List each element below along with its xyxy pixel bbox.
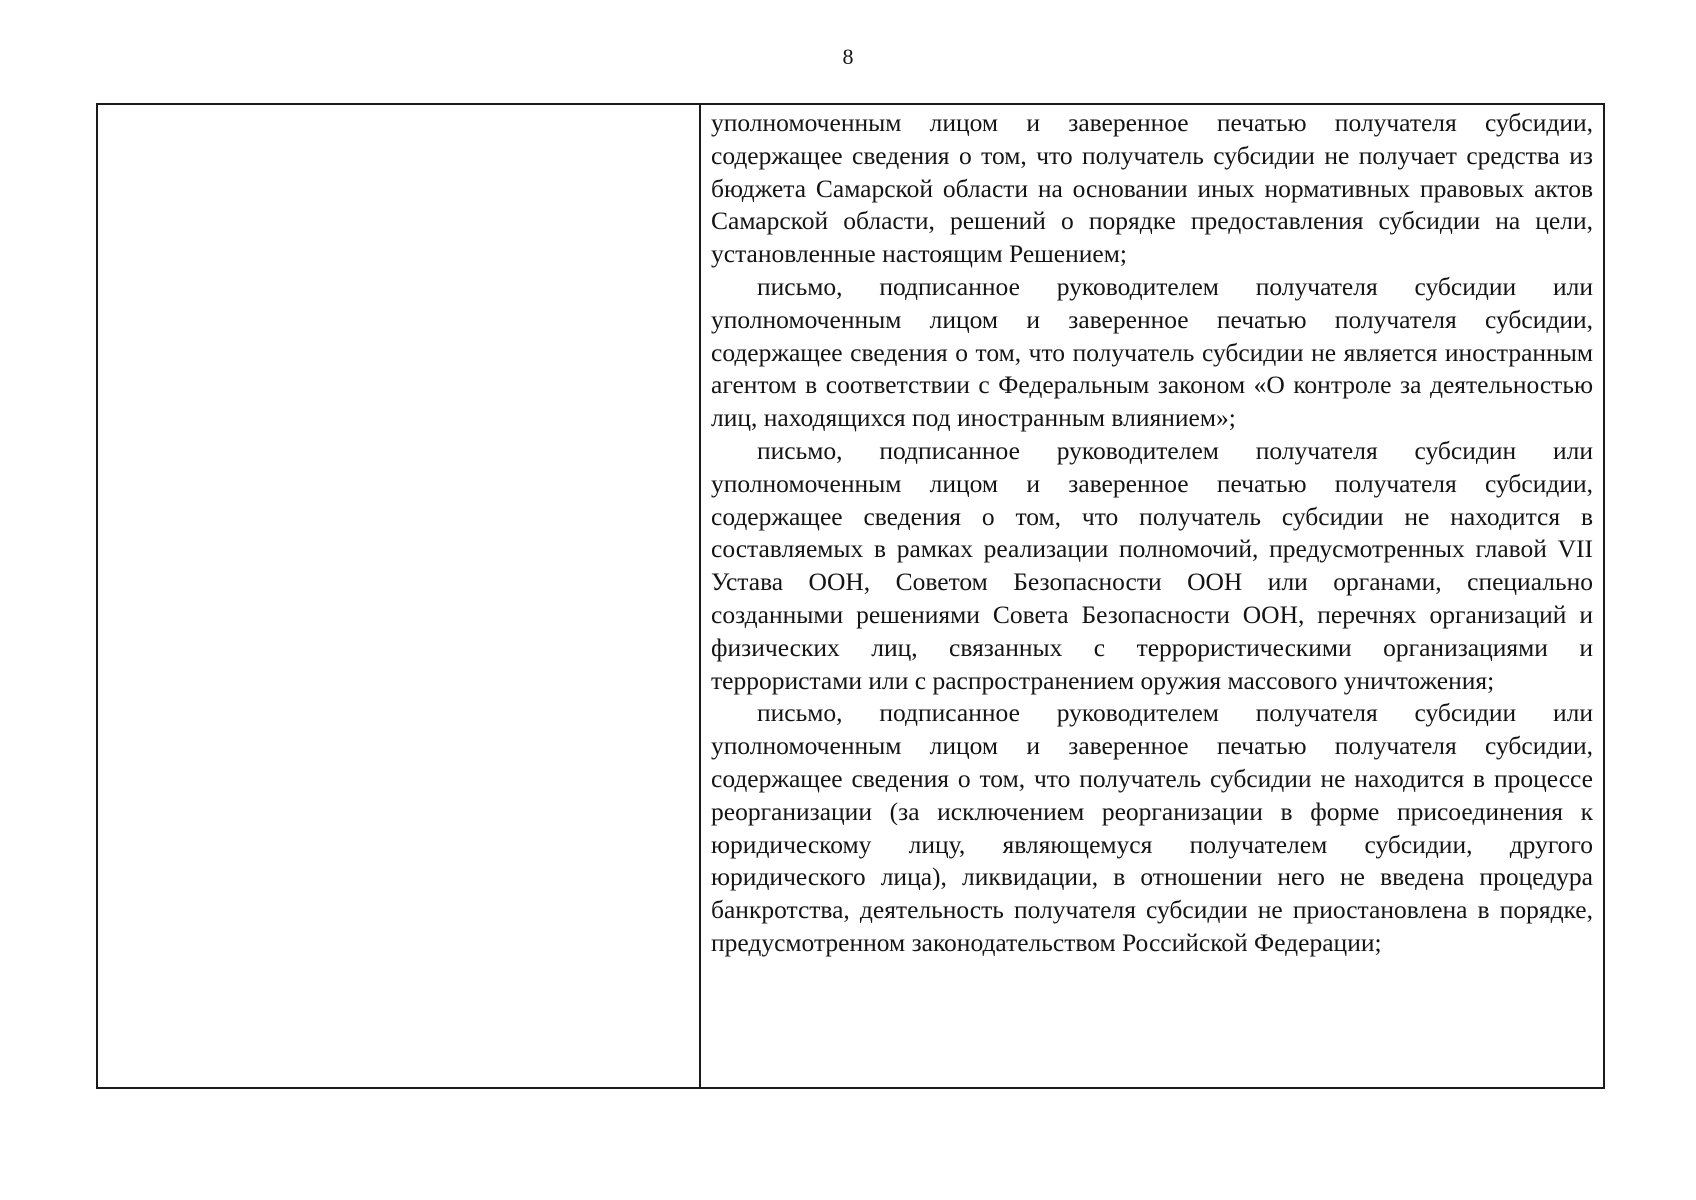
table-cell-right <box>701 105 1603 1087</box>
paragraph-terrorism-list-letter: письмо, подписанное руководителем получателя субсидин или уполномоченным лицом и заверенное печатью получателя субсидии, содержащее сведения о том, что получатель субсидии не находится в составляемых в рамках реализации полномочий, предусмотренных главой VII Устава ООН, Советом Безопасности ООН или органами, специально созданными решениями Совета Безопасности ООН, перечнях организаций и физических лиц, связанных с террористическими организациями и террористами или с распространением оружия массового уничтожения; <box>711 435 1593 695</box>
paragraph-continuation: уполномоченным лицом и заверенное печатью получателя субсидии, содержащее сведения о том, что получатель субсидии не получает средства из бюджета Самарской области на основании иных нормативных правовых актов Самарской области, решений о порядке предоставления субсидии на цели, установленные настоящим Решением; <box>711 108 1593 269</box>
paragraph-reorganization-letter: письмо, подписанное руководителем получателя субсидии или уполномоченным лицом и заверенное печатью получателя субсидии, содержащее сведения о том, что получатель субсидии не находится в процессе реорганизации (за исключением реорганизации в форме присоединения к юридическому лицу, являющемуся получателем субсидии, другого юридического лица), ликвидации, в отношении него не введена процедура банкротства, деятельность получателя субсидии не приостановлена в порядке, предусмотренном законодательством Российской Федерации; <box>711 698 1593 957</box>
paragraph-foreign-agent-letter: письмо, подписанное руководителем получателя субсидии или уполномоченным лицом и заверенное печатью получателя субсидии, содержащее сведения о том, что получатель субсидии не является иностранным агентом в соответствии с Федеральным законом «О контроле за деятельностью лиц, находящихся под иностранным влиянием»; <box>711 271 1593 433</box>
table-cell-left-empty <box>98 105 701 1087</box>
page-number: 8 <box>842 44 854 69</box>
document-table <box>96 103 1605 1089</box>
